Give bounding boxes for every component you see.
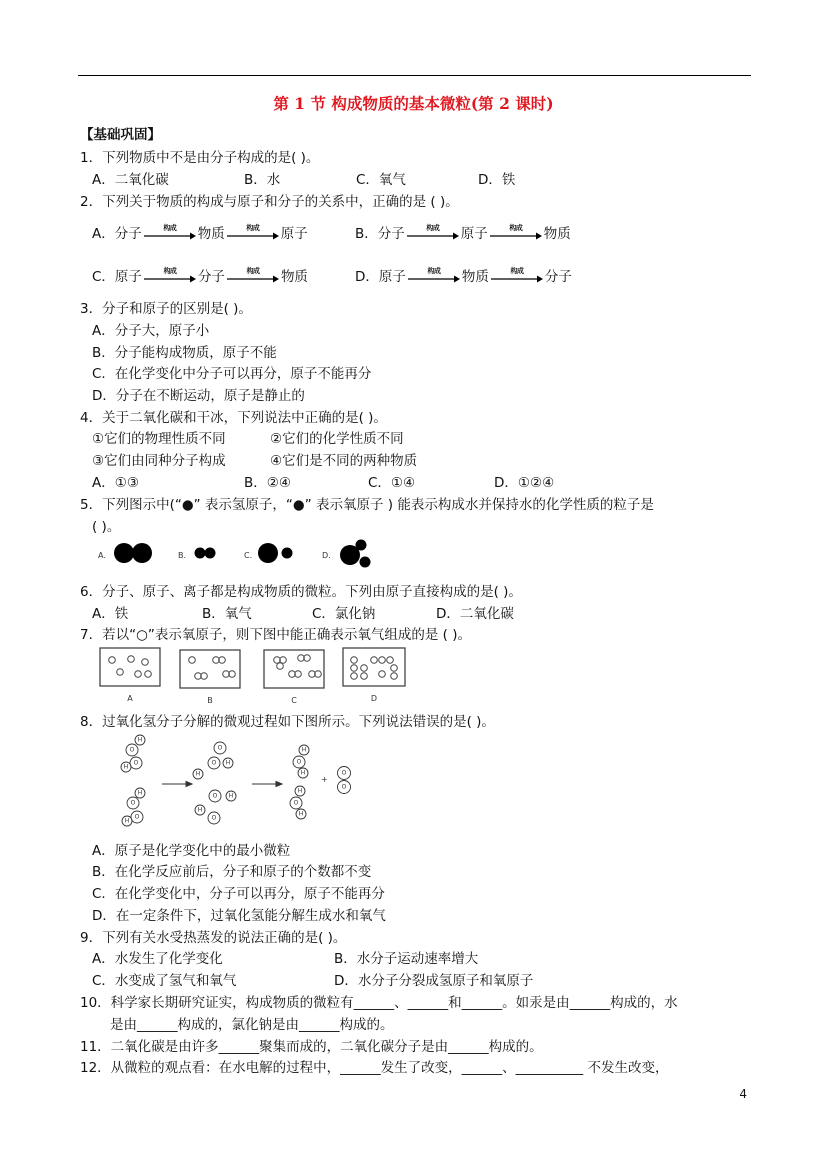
q6-option-a: A．铁 <box>92 606 129 622</box>
hydrogen-atom-icon <box>356 540 367 551</box>
q4-stem: 4．关于二氧化碳和干冰，下列说法中正确的是( )。 <box>80 410 387 426</box>
oxygen-atom-icon <box>114 543 134 563</box>
q2-option-a <box>92 222 308 242</box>
svg-text:O: O <box>341 783 347 791</box>
svg-text:O: O <box>217 744 223 752</box>
q2-d-term1: D．原子 <box>355 269 406 285</box>
svg-text:H: H <box>137 789 143 797</box>
svg-text:O: O <box>296 758 302 766</box>
q2-a-term3: 原子 <box>280 226 308 242</box>
q5-label-a: A. <box>98 551 106 560</box>
q1-stem: 1．下列物质中不是由分子构成的是( )。 <box>80 150 320 166</box>
q6-option-b: B．氧气 <box>202 606 252 622</box>
page-number: 4 <box>739 1087 747 1101</box>
q7-stem: 7．若以“○”表示氧原子，则下图中能正确表示氧气组成的是 ( )。 <box>80 627 471 643</box>
svg-text:O: O <box>211 814 217 822</box>
arrow-icon: 构成 <box>491 268 543 283</box>
q4-option-a: A．①③ <box>92 475 139 491</box>
svg-text:O: O <box>293 799 299 807</box>
q7-label-c: C <box>291 696 297 705</box>
q2-b-term2: 原子 <box>460 226 488 242</box>
q9-option-d: D．水分子分裂成氢原子和氧原子 <box>334 973 534 989</box>
q5-label-d: D. <box>322 551 331 560</box>
q3-option-d: D．分子在不断运动，原子是静止的 <box>92 388 305 404</box>
q9-option-a: A．水发生了化学变化 <box>92 951 223 967</box>
svg-text:O: O <box>211 759 217 767</box>
q11-line1: 11．二氧化碳是由许多______聚集而成的，二氧化碳分子是由______构成的。 <box>80 1039 543 1055</box>
arrow-icon: 构成 <box>407 225 459 240</box>
svg-text:O: O <box>341 769 347 777</box>
arrow-icon: 构成 <box>408 268 460 283</box>
q8-option-b: B．在化学反应前后，分子和原子的个数都不变 <box>92 864 372 880</box>
svg-text:H: H <box>298 810 304 818</box>
q4-statement-2: ②它们的化学性质不同 <box>270 431 404 447</box>
svg-text:H: H <box>123 763 129 771</box>
page-title: 第 1 节 构成物质的基本微粒(第 2 课时) <box>273 94 554 113</box>
hydrogen-atom-icon <box>205 548 216 559</box>
q2-c-term3: 物质 <box>280 269 308 285</box>
q5-stem: 5．下列图示中(“●” 表示氢原子，“●” 表示氧原子 ) 能表示构成水并保持水的化学性质的粒子是 <box>80 497 654 513</box>
q2-option-b <box>355 222 571 242</box>
q4-option-d: D．①②④ <box>494 475 555 491</box>
q6-stem: 6．分子、原子、离子都是构成物质的微粒。下列由原子直接构成的是( )。 <box>80 584 522 600</box>
q8-stem: 8．过氧化氢分子分解的微观过程如下图所示。下列说法错误的是( )。 <box>80 714 495 730</box>
q5-label-c: C. <box>244 551 253 560</box>
q2-a-term1: A．分子 <box>92 226 142 242</box>
q4-option-b: B．②④ <box>244 475 291 491</box>
svg-text:O: O <box>133 759 139 767</box>
q4-option-c: C．①④ <box>368 475 416 491</box>
svg-text:H: H <box>195 770 201 778</box>
q1-option-a: A．二氧化碳 <box>92 172 169 188</box>
q8-option-d: D．在一定条件下，过氧化氢能分解生成水和氧气 <box>92 908 386 924</box>
q2-a-term2: 物质 <box>197 226 225 242</box>
q1-option-d: D．铁 <box>478 172 516 188</box>
q4-statement-1: ①它们的物理性质不同 <box>92 431 226 447</box>
q7-label-d: D <box>370 694 378 703</box>
q7-label-a: A <box>127 694 133 703</box>
header-rule <box>78 75 751 76</box>
q6-option-c: C．氯化钠 <box>312 606 376 622</box>
svg-text:H: H <box>301 746 307 754</box>
q5-molecule-figure <box>96 536 386 576</box>
q8-plus-sign: + <box>321 775 328 784</box>
svg-text:H: H <box>297 787 303 795</box>
arrow-icon: 构成 <box>227 225 279 240</box>
arrow-icon: 构成 <box>144 268 196 283</box>
svg-text:H: H <box>137 736 143 744</box>
q7-box-b <box>180 650 240 688</box>
hydrogen-atom-icon <box>195 548 206 559</box>
q4-statement-3: ③它们由同种分子构成 <box>92 453 226 469</box>
q1-option-b: B．水 <box>244 172 281 188</box>
q2-c-term1: C．原子 <box>92 269 142 285</box>
oxygen-atom-icon <box>132 543 152 563</box>
q7-box-a <box>100 648 160 686</box>
svg-text:O: O <box>130 799 136 807</box>
q10-line2: 是由______构成的，氯化钠是由______构成的。 <box>110 1017 394 1033</box>
q5-label-b: B. <box>178 551 187 560</box>
q2-option-c <box>92 265 308 285</box>
q2-b-term3: 物质 <box>543 226 571 242</box>
q2-stem: 2．下列关于物质的构成与原子和分子的关系中，正确的是 ( )。 <box>80 194 459 210</box>
arrow-icon: 构成 <box>490 225 542 240</box>
q7-label-b: B <box>207 696 213 705</box>
arrow-icon: 构成 <box>227 268 279 283</box>
q3-option-a: A．分子大，原子小 <box>92 323 210 339</box>
q1-option-c: C．氧气 <box>356 172 406 188</box>
svg-text:O: O <box>134 813 140 821</box>
q10-line1: 10．科学家长期研究证实，构成物质的微粒有______、______和______。如汞是由______构成的，水 <box>80 995 678 1011</box>
svg-text:H: H <box>124 817 130 825</box>
q2-b-term1: B．分子 <box>355 226 405 242</box>
svg-text:H: H <box>225 759 231 767</box>
q2-d-term2: 物质 <box>461 269 489 285</box>
q7-box-c <box>264 650 324 688</box>
svg-text:H: H <box>197 806 203 814</box>
svg-text:H: H <box>228 792 234 800</box>
hydrogen-atom-icon <box>360 557 371 568</box>
q2-c-term2: 分子 <box>197 269 225 285</box>
arrow-icon: 构成 <box>144 225 196 240</box>
svg-text:O: O <box>212 792 218 800</box>
section-heading: 【基础巩固】 <box>80 127 161 143</box>
q3-option-c: C．在化学变化中分子可以再分，原子不能再分 <box>92 366 372 382</box>
q3-stem: 3．分子和原子的区别是( )。 <box>80 301 252 317</box>
q7-oxygen-figure <box>98 646 408 706</box>
hydrogen-atom-icon <box>282 548 293 559</box>
svg-text:H: H <box>300 769 306 777</box>
q2-d-term3: 分子 <box>544 269 572 285</box>
q9-option-c: C．水变成了氢气和氧气 <box>92 973 237 989</box>
svg-text:O: O <box>129 746 135 754</box>
q4-statement-4: ④它们是不同的两种物质 <box>270 453 418 469</box>
q9-option-b: B．水分子运动速率增大 <box>334 951 479 967</box>
oxygen-atom-icon <box>258 543 278 563</box>
q6-option-d: D．二氧化碳 <box>436 606 514 622</box>
q5-stem-cont: ( )。 <box>92 519 121 535</box>
q3-option-b: B．分子能构成物质，原子不能 <box>92 345 277 361</box>
q8-decomposition-figure <box>116 732 366 832</box>
q12-line1: 12．从微粒的观点看：在水电解的过程中，______发生了改变，______、__________ 不发生改变， <box>80 1060 669 1076</box>
q2-option-d <box>355 265 572 285</box>
q8-option-a: A．原子是化学变化中的最小微粒 <box>92 843 291 859</box>
q8-option-c: C．在化学变化中，分子可以再分，原子不能再分 <box>92 886 385 902</box>
q7-box-d <box>343 648 405 686</box>
q9-stem: 9．下列有关水受热蒸发的说法正确的是( )。 <box>80 930 347 946</box>
